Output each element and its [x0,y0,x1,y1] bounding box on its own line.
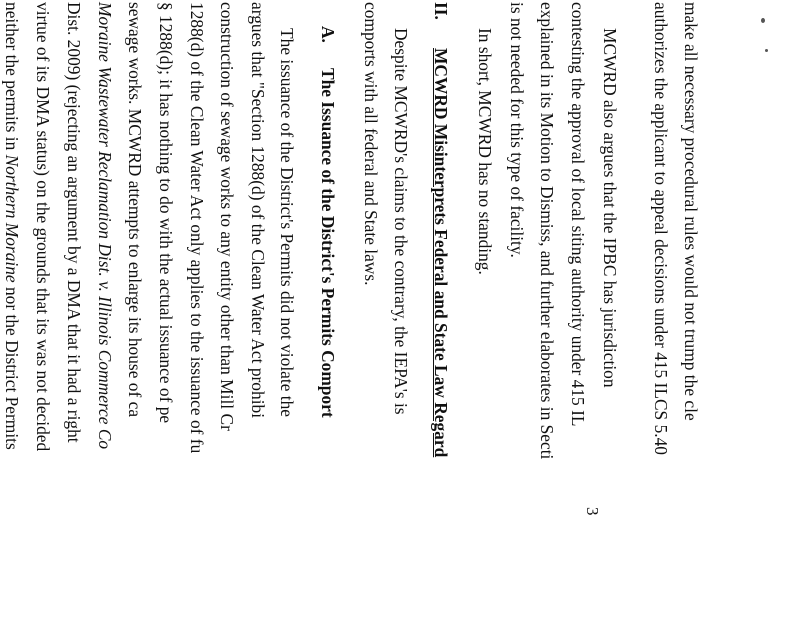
text-line [361,2,381,285]
text-run: Northern Moraine [2,154,22,283]
text-run: Moraine Wastewater Reclamation Dist. v. Illinois Commerce Co [95,2,115,450]
text-run: Dist. 2009) (rejecting an argument by a DMA that it had a right [64,2,84,443]
text-line [600,28,620,388]
text-run: construction of sewage works to any entity other than Mill Cr [217,2,237,431]
text-line [125,2,145,417]
text-run: neither the permits in [2,2,22,155]
text-line [507,2,527,258]
text-run: The Issuance of the District's Permits Comport [318,68,338,418]
text-line [95,2,115,449]
text-line [391,28,411,415]
text-run: contesting the approval of local siting authority under 415 IL [568,2,588,427]
text-line [568,2,588,427]
text-line [156,2,176,423]
text-run: § 1288(d); it has nothing to do with the actual issuance of pe [156,2,176,424]
text-run: Despite MCWRD's claims to the contrary, the IEPA's is [391,28,411,415]
text-line [651,2,671,455]
text-run: make all necessary procedural rules would not trump the cle [681,2,701,421]
text-line [681,2,701,421]
text-line [33,2,53,451]
text-run: 1288(d) of the Clean Water Act only applies to the issuance of fu [187,2,207,454]
text-line [187,2,207,453]
text-run: MCWRD also argues that the IPBC has jurisdiction [600,28,620,388]
scan-speck [761,18,765,23]
text-run: nor the District Permits [2,282,22,450]
section-label: II. [431,2,451,20]
text-run: MCWRD Misinterprets Federal and State Law Regard [431,48,451,458]
text-line [2,2,22,450]
text-run: authorizes the applicant to appeal decisions under 415 ILCS 5.40 [651,2,671,456]
text-run: is not needed for this type of facility. [507,2,527,258]
section-label: A. [318,26,338,43]
text-run: sewage works. MCWRD attempts to enlarge its house of ca [125,2,145,418]
text-line [431,2,451,457]
text-line [537,2,557,459]
text-run: argues that "Section 1288(d) of the Clean Water Act prohibi [248,2,268,419]
text-line [318,26,338,418]
text-line [277,28,297,417]
page-number: 3 [583,507,602,516]
text-line [217,2,237,431]
scan-speck [765,49,768,52]
text-run: The issuance of the District's Permits did not violate the [277,28,297,418]
text-run: explained in its Motion to Dismiss, and further elaborates in Secti [537,2,557,460]
text-line [248,2,268,418]
text-run: comports with all federal and State laws. [361,2,381,286]
text-line [64,2,84,443]
text-run: virtue of its DMA status) on the grounds that its was not decided [33,2,53,452]
text-line [475,28,495,275]
text-run: In short, MCWRD has no standing. [475,28,495,275]
